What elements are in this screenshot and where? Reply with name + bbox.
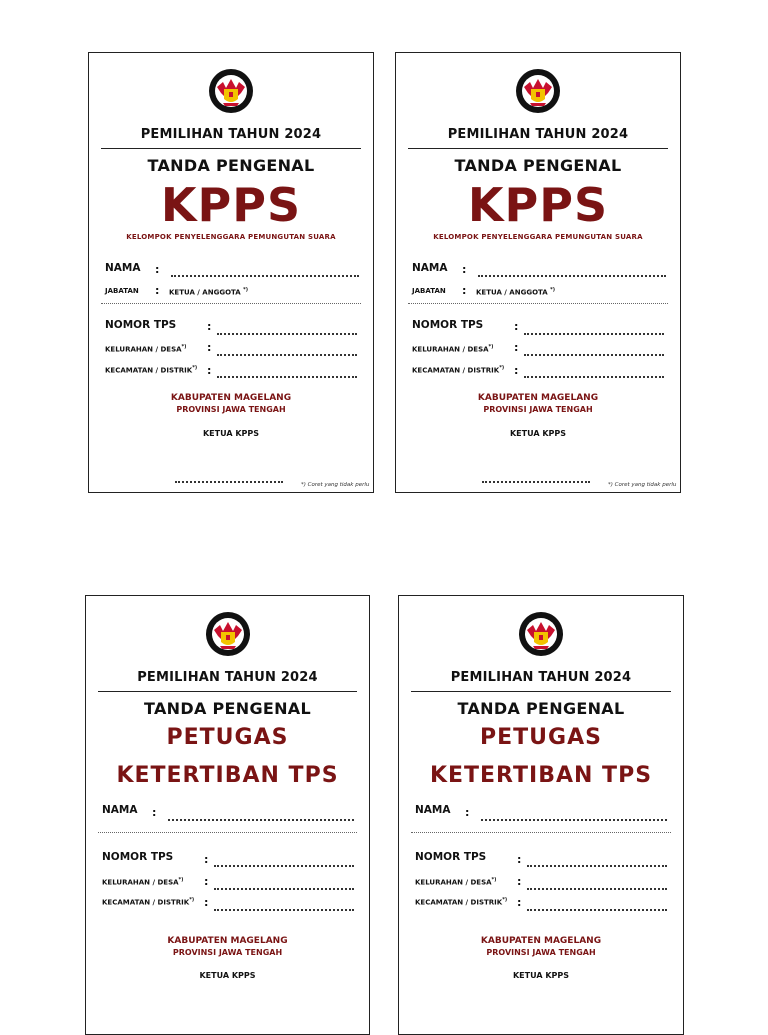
kelurahan-field-line <box>214 888 354 890</box>
signature-line <box>175 481 283 483</box>
nomor-tps-label: NOMOR TPS <box>105 319 177 331</box>
kabupaten-label: KABUPATEN MAGELANG <box>480 936 602 946</box>
card-title-petugas: PETUGAS <box>166 725 289 750</box>
signature-line <box>482 481 590 483</box>
nama-label: NAMA <box>105 262 141 274</box>
kelurahan-label: KELURAHAN / DESA*) <box>412 344 494 354</box>
footnote: *) Coret yang tidak perlu <box>608 482 677 488</box>
card-title-ketertiban-tps: KETERTIBAN TPS <box>116 763 339 788</box>
card-heading: TANDA PENGENAL <box>147 156 315 175</box>
kelurahan-field-line <box>527 888 667 890</box>
kecamatan-label: KECAMATAN / DISTRIK*) <box>412 365 505 375</box>
card-title-kpps: KPPS <box>160 178 302 232</box>
ketua-kpps-label: KETUA KPPS <box>512 971 570 980</box>
nama-field-line <box>171 275 359 277</box>
card-heading: TANDA PENGENAL <box>454 156 622 175</box>
kabupaten-label: KABUPATEN MAGELANG <box>477 393 599 403</box>
jabatan-colon: : <box>462 284 467 297</box>
jabatan-value: KETUA / ANGGOTA *) <box>169 287 249 297</box>
kelurahan-colon: : <box>204 875 209 888</box>
card-title-petugas: PETUGAS <box>480 725 602 750</box>
kelurahan-field-line <box>217 354 357 356</box>
kecamatan-field-line <box>217 376 357 378</box>
kelurahan-field-line <box>524 354 664 356</box>
kpps-id-card-2 <box>395 52 681 493</box>
nama-field-line <box>168 819 354 821</box>
kpu-garuda-emblem-icon <box>205 608 251 660</box>
kelurahan-label: KELURAHAN / DESA*) <box>105 344 187 354</box>
nomor-tps-field-line <box>524 333 664 335</box>
card-title-kpps: KPPS <box>467 178 609 232</box>
kecamatan-label: KECAMATAN / DISTRIK*) <box>105 365 198 375</box>
nomor-tps-field-line <box>217 333 357 335</box>
nomor-tps-colon: : <box>517 853 522 866</box>
jabatan-value: KETUA / ANGGOTA *) <box>476 287 556 297</box>
nama-colon: : <box>462 263 467 276</box>
kelurahan-label: KELURAHAN / DESA*) <box>415 877 497 887</box>
provinsi-label: PROVINSI JAWA TENGAH <box>172 948 283 957</box>
nomor-tps-colon: : <box>204 853 209 866</box>
nomor-tps-colon: : <box>207 320 212 333</box>
election-year-title: PEMILIHAN TAHUN 2024 <box>447 127 629 142</box>
kabupaten-label: KABUPATEN MAGELANG <box>170 393 292 403</box>
title-divider <box>101 148 361 149</box>
kabupaten-label: KABUPATEN MAGELANG <box>167 936 288 946</box>
title-divider <box>98 691 357 692</box>
jabatan-label: JABATAN <box>412 287 446 295</box>
kpu-garuda-emblem-icon <box>515 65 561 117</box>
kecamatan-field-line <box>524 376 664 378</box>
card-subtitle: KELOMPOK PENYELENGGARA PEMUNGUTAN SUARA <box>433 233 643 241</box>
kecamatan-label: KECAMATAN / DISTRIK*) <box>415 897 508 907</box>
card-title-ketertiban-tps: KETERTIBAN TPS <box>429 763 653 788</box>
nomor-tps-label: NOMOR TPS <box>412 319 484 331</box>
kecamatan-field-line <box>214 909 354 911</box>
election-year-title: PEMILIHAN TAHUN 2024 <box>140 127 322 142</box>
kelurahan-colon: : <box>517 875 522 888</box>
kpu-garuda-emblem-icon <box>208 65 254 117</box>
kecamatan-colon: : <box>207 364 212 377</box>
kecamatan-colon: : <box>204 896 209 909</box>
nama-label: NAMA <box>102 804 138 816</box>
kpps-id-card-1 <box>88 52 374 493</box>
jabatan-field-line <box>101 303 361 304</box>
petugas-id-card-1 <box>85 595 370 1035</box>
nama-extra-line <box>411 832 671 833</box>
card-heading: TANDA PENGENAL <box>144 699 311 718</box>
footnote: *) Coret yang tidak perlu <box>301 482 370 488</box>
nama-colon: : <box>152 806 157 819</box>
jabatan-colon: : <box>155 284 160 297</box>
kelurahan-label: KELURAHAN / DESA*) <box>102 877 184 887</box>
nomor-tps-field-line <box>214 865 354 867</box>
jabatan-field-line <box>408 303 668 304</box>
title-divider <box>408 148 668 149</box>
nomor-tps-label: NOMOR TPS <box>102 851 174 863</box>
nomor-tps-label: NOMOR TPS <box>415 851 487 863</box>
nama-field-line <box>478 275 666 277</box>
nama-extra-line <box>98 832 357 833</box>
ketua-kpps-label: KETUA KPPS <box>509 429 567 438</box>
ketua-kpps-label: KETUA KPPS <box>199 971 256 980</box>
kecamatan-colon: : <box>517 896 522 909</box>
nama-colon: : <box>155 263 160 276</box>
election-year-title: PEMILIHAN TAHUN 2024 <box>137 670 318 685</box>
nama-label: NAMA <box>412 262 448 274</box>
nomor-tps-colon: : <box>514 320 519 333</box>
kpu-garuda-emblem-icon <box>518 608 564 660</box>
provinsi-label: PROVINSI JAWA TENGAH <box>483 405 593 414</box>
nama-colon: : <box>465 806 470 819</box>
card-subtitle: KELOMPOK PENYELENGGARA PEMUNGUTAN SUARA <box>126 233 336 241</box>
title-divider <box>411 691 671 692</box>
kelurahan-colon: : <box>514 341 519 354</box>
kecamatan-colon: : <box>514 364 519 377</box>
election-year-title: PEMILIHAN TAHUN 2024 <box>450 670 632 685</box>
jabatan-label: JABATAN <box>105 287 139 295</box>
nama-label: NAMA <box>415 804 451 816</box>
provinsi-label: PROVINSI JAWA TENGAH <box>486 948 596 957</box>
nomor-tps-field-line <box>527 865 667 867</box>
kecamatan-field-line <box>527 909 667 911</box>
nama-field-line <box>481 819 667 821</box>
card-heading: TANDA PENGENAL <box>457 699 625 718</box>
provinsi-label: PROVINSI JAWA TENGAH <box>176 405 286 414</box>
kecamatan-label: KECAMATAN / DISTRIK*) <box>102 897 195 907</box>
petugas-id-card-2 <box>398 595 684 1035</box>
ketua-kpps-label: KETUA KPPS <box>202 429 260 438</box>
kelurahan-colon: : <box>207 341 212 354</box>
